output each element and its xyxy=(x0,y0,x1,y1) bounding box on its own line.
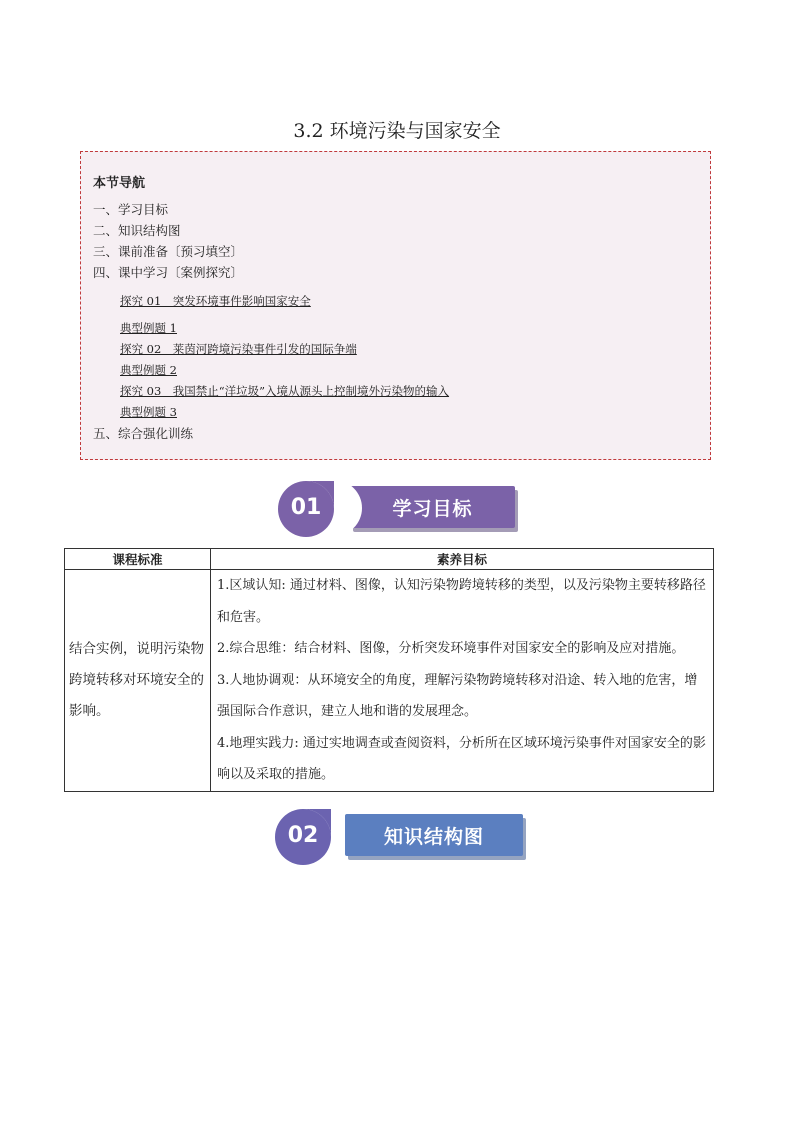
literacy-goal-item: 4.地理实践力: 通过实地调查或查阅资料，分析所在区域环境污染事件对国家安全的影响以及采取的措施。 xyxy=(217,735,706,782)
toc-subitem-link[interactable]: 典型例题 3 xyxy=(120,405,177,419)
table-header-row xyxy=(65,549,714,570)
literacy-goal-item: 2.综合思维：结合材料、图像，分析突发环境事件对国家安全的影响及应对措施。 xyxy=(217,641,685,656)
toc-subitem-link[interactable]: 探究 01 突发环境事件影响国家安全 xyxy=(120,294,311,308)
curriculum-standard-cell: 结合实例，说明污染物跨境转移对环境安全的影响。 xyxy=(65,570,211,792)
literacy-goals-cell xyxy=(211,570,714,792)
toc-item[interactable]: 三、课前准备〔预习填空〕 xyxy=(93,244,244,259)
toc-subitem-link[interactable]: 典型例题 2 xyxy=(120,363,177,377)
section-01-banner xyxy=(276,478,520,538)
toc-subitem-link[interactable]: 探究 02 莱茵河跨境污染事件引发的国际争端 xyxy=(120,342,357,356)
section-navigation-box xyxy=(80,151,711,460)
toc-item[interactable]: 四、课中学习〔案例探究〕 xyxy=(93,265,244,280)
column-header: 素养目标 xyxy=(211,549,714,570)
toc-heading: 本节导航 xyxy=(93,176,146,191)
table-row xyxy=(65,570,714,792)
section-number: 02 xyxy=(287,823,319,848)
section-label: 知识结构图 xyxy=(383,826,484,848)
toc-subitem-link[interactable]: 探究 03 我国禁止“洋垃圾”入境从源头上控制境外污染物的输入 xyxy=(120,384,450,398)
toc-item[interactable]: 五、综合强化训练 xyxy=(93,426,194,441)
goals-table xyxy=(64,548,714,792)
section-number: 01 xyxy=(290,495,322,520)
toc-item[interactable]: 一、学习目标 xyxy=(93,202,169,217)
section-label: 学习目标 xyxy=(392,498,473,520)
page-title: 3.2 环境污染与国家安全 xyxy=(293,120,501,142)
toc-item[interactable]: 二、知识结构图 xyxy=(93,223,181,238)
column-header: 课程标准 xyxy=(65,549,211,570)
section-02-banner xyxy=(272,806,528,866)
literacy-goal-item: 1.区域认知: 通过材料、图像，认知污染物跨境转移的类型，以及污染物主要转移路径和危害。 xyxy=(217,578,706,625)
literacy-goal-item: 3.人地协调观：从环境安全的角度，理解污染物跨境转移对沿途、转入地的危害，增强国际合作意识，建立人地和谐的发展理念。 xyxy=(217,672,698,719)
toc-subitem-link[interactable]: 典型例题 1 xyxy=(120,321,177,335)
